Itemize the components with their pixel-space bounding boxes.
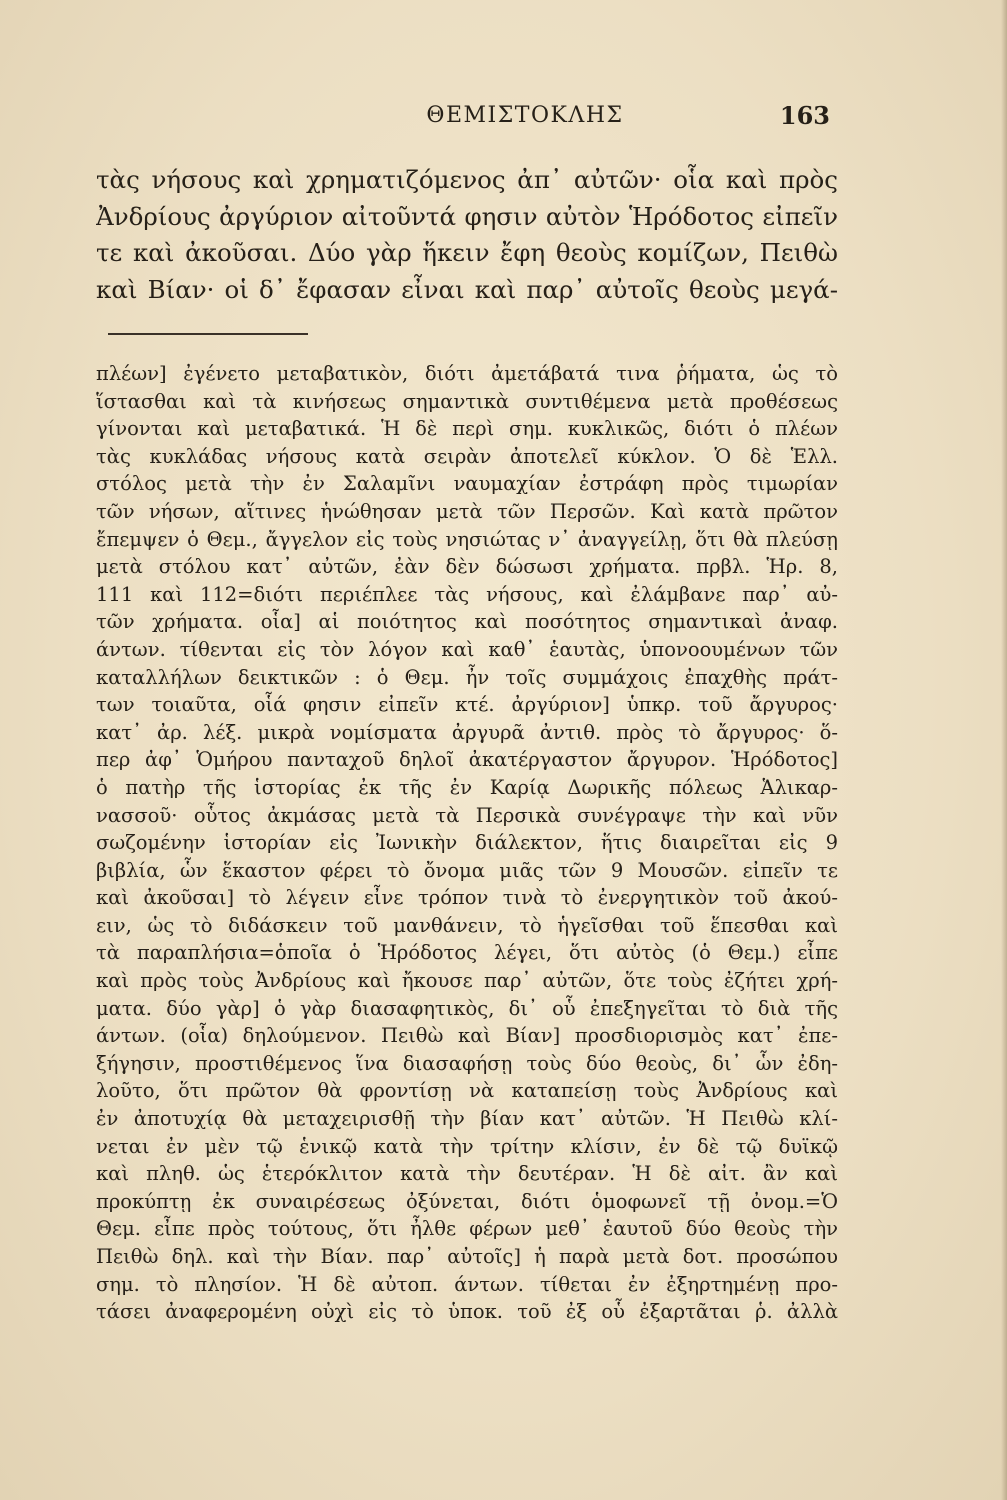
commentary-line: ματα. δύο γὰρ] ὁ γὰρ διασαφητικὸς, δι᾿ οὗ ἐπεξηγεῖται τὸ διὰ τῆς bbox=[96, 996, 838, 1020]
commentary-line: άντων. τίθενται εἰς τὸν λόγον καὶ καθ᾿ ἑαυτὰς, ὑπονοουμένων τῶν bbox=[96, 637, 838, 661]
commentary-line: βιβλία, ὧν ἕκαστον φέρει τὸ ὄνομα μιᾶς τῶν 9 Μουσῶν. εἰπεῖν τε bbox=[96, 858, 838, 882]
commentary-line: καὶ πρὸς τοὺς Ἀνδρίους καὶ ἤκουσε παρ᾿ αὐτῶν, ὅτε τοὺς ἐζήτει χρή- bbox=[96, 969, 838, 993]
page-header bbox=[100, 103, 830, 137]
commentary-line: τὰ παραπλήσια=ὁποῖα ὁ Ἡρόδοτος λέγει, ὅτι αὐτὸς (ὁ Θεμ.) εἶπε bbox=[96, 941, 838, 965]
main-text-line: τὰς νήσους καὶ χρηματιζόμενος ἀπ᾿ αὐτῶν· οἷα καὶ πρὸς bbox=[96, 165, 838, 194]
main-text-line: τε καὶ ἀκοῦσαι. Δύο γὰρ ἥκειν ἔφη θεοὺς κομίζων, Πειθὼ bbox=[96, 238, 838, 267]
page-number: 163 bbox=[779, 101, 830, 130]
page-edge bbox=[1001, 0, 1007, 1500]
commentary-line: ὁ πατὴρ τῆς ἱστορίας ἐκ τῆς ἐν Καρίᾳ Δωρικῆς πόλεως Ἁλικαρ- bbox=[96, 775, 838, 799]
commentary-line: ἔπεμψεν ὁ Θεμ., ἄγγελον εἰς τοὺς νησιώτας ν᾿ ἀναγγείλῃ, ὅτι θὰ πλεύσῃ bbox=[96, 527, 838, 551]
commentary-line: πλέων] ἐγένετο μεταβατικὸν, διότι ἀμετάβατά τινα ῥήματα, ὡς τὸ bbox=[96, 362, 838, 385]
commentary-line: μετὰ στόλου κατ᾿ αὐτῶν, ἐὰν δὲν δώσωσι χρήματα. πρβλ. Ἡρ. 8, bbox=[96, 555, 838, 579]
commentary-line: 111 καὶ 112=διότι περιέπλεε τὰς νήσους, καὶ ἐλάμβανε παρ᾿ αὐ- bbox=[96, 582, 838, 606]
commentary-line: καὶ ἀκοῦσαι] τὸ λέγειν εἶνε τρόπον τινὰ τὸ ἐνεργητικὸν τοῦ ἀκού- bbox=[96, 886, 838, 910]
commentary-line: τὰς κυκλάδας νήσους κατὰ σειρὰν ἀποτελεῖ κύκλον. Ὁ δὲ Ἑλλ. bbox=[96, 444, 838, 468]
running-title: ΘΕΜΙΣΤΟΚΛΗΣ bbox=[426, 103, 624, 128]
commentary-line: ἵστασθαι καὶ τὰ κινήσεως σημαντικὰ συντιθέμενα μετὰ προθέσεως bbox=[96, 389, 838, 413]
commentary-line: καταλλήλων δεικτικῶν : ὁ Θεμ. ἦν τοῖς συμμάχοις ἐπαχθὴς πράτ- bbox=[96, 665, 838, 689]
commentary-line: άντων. (οἷα) δηλούμενον. Πειθὼ καὶ Βίαν] προσδιορισμὸς κατ᾿ ἐπε- bbox=[96, 1024, 838, 1048]
commentary-line: γίνονται καὶ μεταβατικά. Ἡ δὲ περὶ σημ. κυκλικῶς, διότι ὁ πλέων bbox=[96, 417, 838, 441]
commentary-line: ξήγησιν, προστιθέμενος ἵνα διασαφήσῃ τοὺς δύο θεοὺς, δι᾿ ὧν ἐδη- bbox=[96, 1051, 838, 1075]
commentary-line: περ ἀφ᾿ Ὁμήρου πανταχοῦ δηλοῖ ἀκατέργαστον ἄργυρον. Ἡρόδοτος] bbox=[96, 748, 838, 772]
commentary-line: τάσει ἀναφερομένη οὐχὶ εἰς τὸ ὑποκ. τοῦ ἐξ οὗ ἐξαρτᾶται ῥ. ἀλλὰ bbox=[96, 1300, 838, 1324]
main-text bbox=[96, 162, 838, 308]
commentary-line: νεται ἐν μὲν τῷ ἑνικῷ κατὰ τὴν τρίτην κλίσιν, ἐν δὲ τῷ δυϊκῷ bbox=[96, 1134, 838, 1158]
commentary-line: ειν, ὡς τὸ διδάσκειν τοῦ μανθάνειν, τὸ ἡγεῖσθαι τοῦ ἕπεσθαι καὶ bbox=[96, 913, 838, 937]
commentary-line: κατ᾿ ἀρ. λέξ. μικρὰ νομίσματα ἀργυρᾶ ἀντιθ. πρὸς τὸ ἄργυρος· ὅ- bbox=[96, 720, 838, 744]
commentary-line: λοῦτο, ὅτι πρῶτον θὰ φροντίσῃ νὰ καταπείσῃ τοὺς Ἀνδρίους καὶ bbox=[96, 1079, 838, 1103]
commentary-line: τῶν νήσων, αἵτινες ἡνώθησαν μετὰ τῶν Περσῶν. Καὶ κατὰ πρῶτον bbox=[96, 499, 838, 523]
commentary-line: Θεμ. εἶπε πρὸς τούτους, ὅτι ἦλθε φέρων μεθ᾿ ἑαυτοῦ δύο θεοὺς τὴν bbox=[96, 1217, 838, 1241]
commentary-line: τῶν χρήματα. οἷα] αἱ ποιότητος καὶ ποσότητος σημαντικαὶ ἀναφ. bbox=[96, 610, 838, 634]
commentary-line: ἐν ἀποτυχίᾳ θὰ μεταχειρισθῇ τὴν βίαν κατ᾿ αὐτῶν. Ἡ Πειθὼ κλί- bbox=[96, 1107, 838, 1131]
commentary-line: σωζομένην ἱστορίαν εἰς Ἰωνικὴν διάλεκτον, ἥτις διαιρεῖται εἰς 9 bbox=[96, 831, 838, 855]
commentary-line: Πειθὼ δηλ. καὶ τὴν Βίαν. παρ᾿ αὐτοῖς] ἡ παρὰ μετὰ δοτ. προσώπου bbox=[96, 1245, 838, 1268]
main-text-line: καὶ Βίαν· οἱ δ᾿ ἔφασαν εἶναι καὶ παρ᾿ αὐτοῖς θεοὺς μεγά- bbox=[96, 274, 838, 304]
commentary-line: σημ. τὸ πλησίον. Ἡ δὲ αὐτοπ. άντων. τίθεται ἐν ἐξηρτημένῃ προ- bbox=[96, 1272, 838, 1296]
main-text-line: Ἀνδρίους ἀργύριον αἰτοῦντά φησιν αὐτὸν Ἡρόδοτος εἰπεῖν bbox=[96, 201, 838, 231]
footnote-divider bbox=[108, 333, 308, 335]
commentary-line: καὶ πληθ. ὡς ἑτερόκλιτον κατὰ τὴν δευτέραν. Ἡ δὲ αἰτ. ἂν καὶ bbox=[96, 1162, 838, 1186]
commentary-line: των τοιαῦτα, οἷά φησιν εἰπεῖν κτέ. ἀργύριον] ὑπκρ. τοῦ ἄργυρος· bbox=[96, 693, 838, 717]
commentary-line: προκύπτῃ ἐκ συναιρέσεως ὀξύνεται, διότι ὁμοφωνεῖ τῇ ὀνομ.=Ὁ bbox=[96, 1189, 838, 1213]
commentary-line: στόλος μετὰ τὴν ἐν Σαλαμῖνι ναυμαχίαν ἐστράφη πρὸς τιμωρίαν bbox=[96, 472, 838, 496]
commentary-line: νασσοῦ· οὗτος ἀκμάσας μετὰ τὰ Περσικὰ συνέγραψε τὴν καὶ νῦν bbox=[96, 803, 838, 827]
commentary bbox=[96, 360, 838, 1326]
